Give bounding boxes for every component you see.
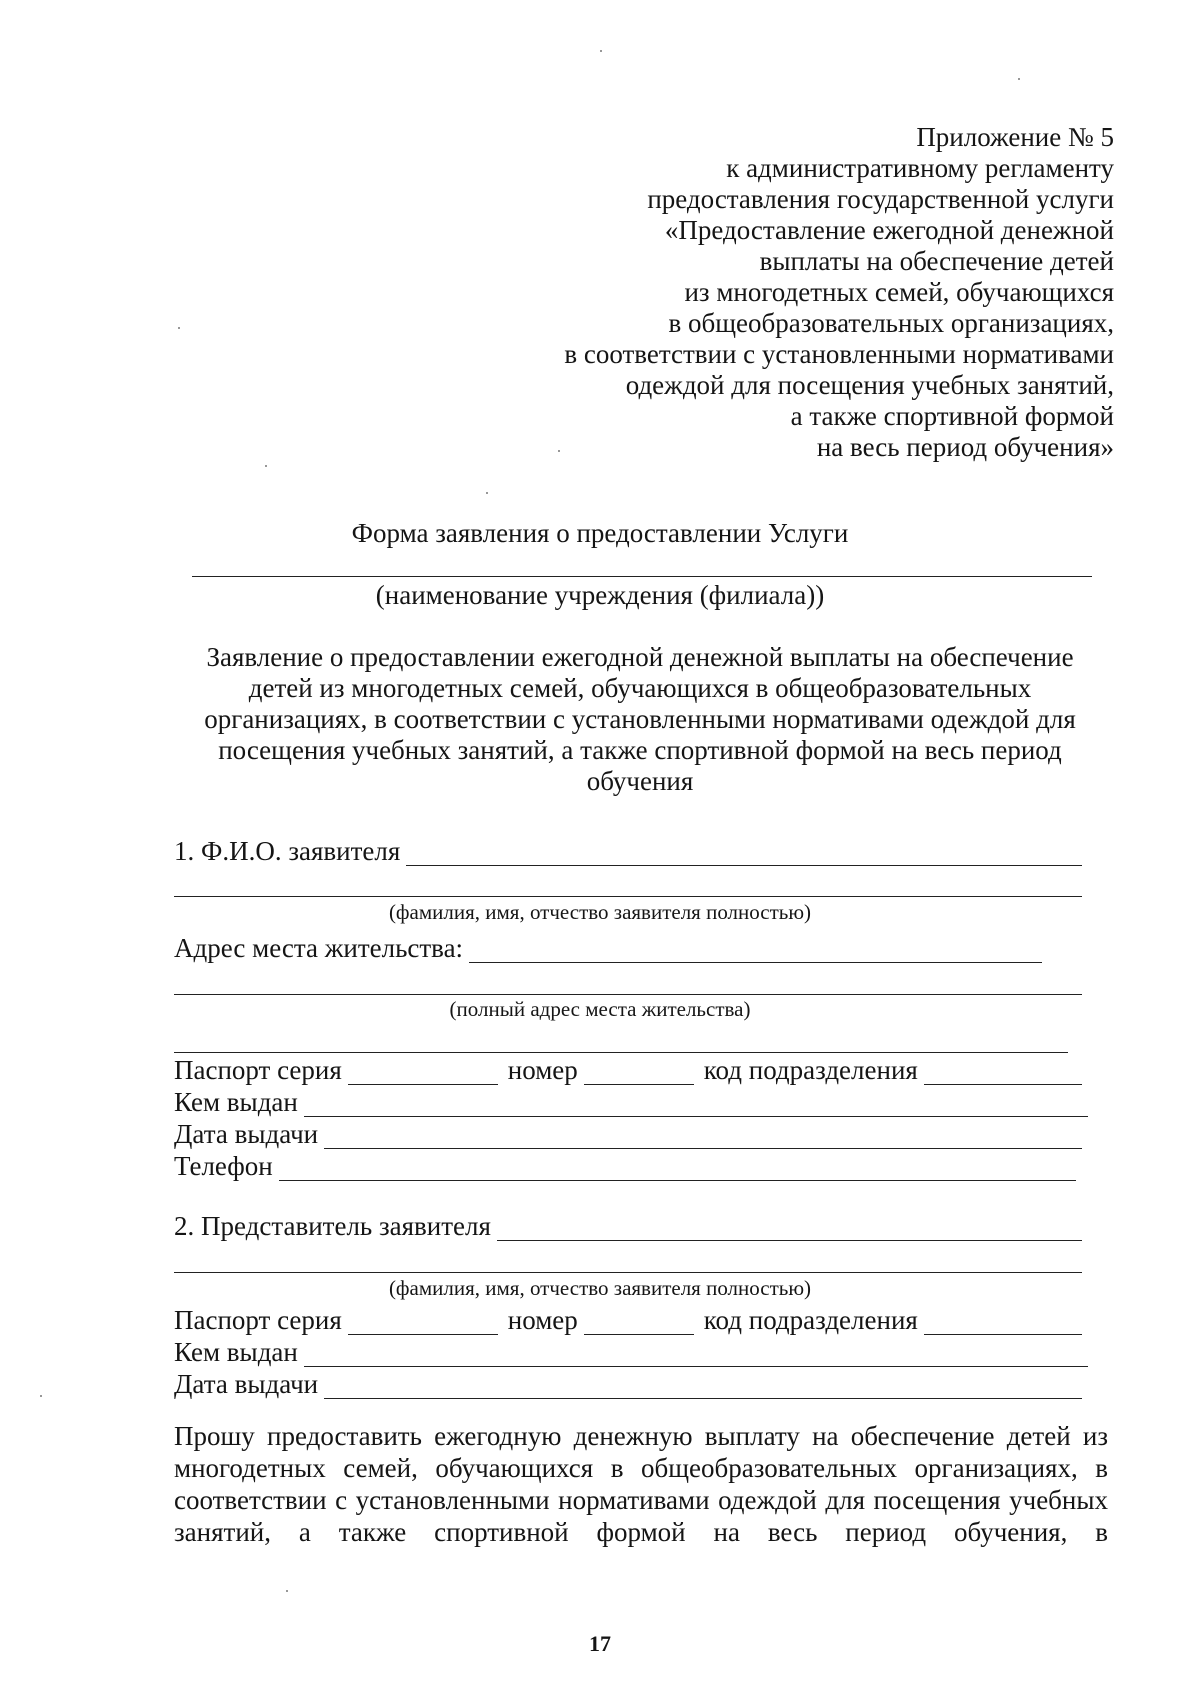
applicant-fio-field-line-2[interactable]: [174, 896, 1082, 897]
statement-title-line: Заявление о предоставлении ежегодной денежной выплаты на обеспечение: [206, 642, 1074, 672]
representative-label: 2. Представитель заявителя: [174, 1211, 491, 1241]
applicant-fio-field[interactable]: [406, 841, 1082, 866]
representative-passport-number-field[interactable]: [584, 1310, 694, 1335]
applicant-passport-series-field[interactable]: [348, 1060, 498, 1085]
applicant-passport-series-label: Паспорт серия: [174, 1055, 342, 1085]
representative-division-code-label: код подразделения: [703, 1305, 918, 1335]
representative-fio-field-line-2[interactable]: [174, 1272, 1082, 1273]
appendix-line: в общеобразовательных организациях,: [668, 308, 1114, 338]
applicant-phone-field[interactable]: [279, 1156, 1076, 1181]
institution-caption: (наименование учреждения (филиала)): [375, 580, 825, 610]
applicant-address-caption: (полный адрес места жительства): [449, 997, 751, 1021]
applicant-issue-date-row: [174, 1119, 1082, 1149]
applicant-issued-by-row: [174, 1087, 1088, 1117]
scan-speck: [286, 1590, 288, 1592]
appendix-line: а также спортивной формой: [790, 401, 1114, 431]
statement-title-line: детей из многодетных семей, обучающихся в общеобразовательных: [248, 673, 1032, 703]
representative-caption: (фамилия, имя, отчество заявителя полностью): [388, 1276, 812, 1300]
representative-issue-date-label: Дата выдачи: [174, 1369, 319, 1399]
applicant-passport-number-label: номер: [507, 1055, 578, 1085]
representative-issued-by-row: [174, 1337, 1088, 1367]
applicant-issued-by-label: Кем выдан: [174, 1087, 298, 1117]
appendix-line: в соответствии с установленными нормативами: [564, 339, 1114, 369]
representative-fio-field[interactable]: [497, 1216, 1082, 1241]
applicant-division-code-field[interactable]: [924, 1060, 1082, 1085]
scan-speck: [558, 450, 560, 452]
appendix-line: на весь период обучения»: [816, 432, 1114, 462]
appendix-line: выплаты на обеспечение детей: [759, 246, 1114, 276]
scan-speck: [178, 327, 180, 329]
applicant-phone-row: [174, 1151, 1076, 1181]
form-title: Форма заявления о предоставлении Услуги: [351, 518, 849, 548]
applicant-fio-label: 1. Ф.И.О. заявителя: [174, 836, 401, 866]
representative-issued-by-label: Кем выдан: [174, 1337, 298, 1367]
representative-passport-number-label: номер: [507, 1305, 578, 1335]
applicant-address-field[interactable]: [469, 938, 1042, 963]
representative-passport-series-field[interactable]: [348, 1310, 498, 1335]
appendix-header: [474, 122, 1114, 463]
applicant-passport-row: [174, 1055, 1082, 1085]
page-number: 17: [589, 1631, 611, 1656]
statement-title-line: организациях, в соответствии с установленными нормативами одеждой для: [204, 704, 1076, 734]
statement-title: [170, 642, 1110, 797]
statement-title-line: посещения учебных занятий, а также спортивной формой на весь период: [218, 735, 1062, 765]
applicant-fio-row: [174, 836, 1082, 866]
scan-speck: [40, 1395, 42, 1397]
representative-passport-row: [174, 1305, 1082, 1335]
applicant-phone-label: Телефон: [174, 1151, 273, 1181]
appendix-line: «Предоставление ежегодной денежной: [664, 215, 1114, 245]
representative-division-code-field[interactable]: [924, 1310, 1082, 1335]
representative-row: [174, 1211, 1082, 1241]
applicant-address-field-line-3[interactable]: [174, 1052, 1068, 1053]
applicant-fio-caption: (фамилия, имя, отчество заявителя полностью): [388, 900, 812, 924]
applicant-address-row: [174, 933, 1082, 963]
request-paragraph: Прошу предоставить ежегодную денежную выплату на обеспечение детей из многодетных семей, обучающихся в общеобразовательных организациях, в соответствии с установленными нормативами одеждой для посещения учебных занятий, а также спортивной формой на весь период обучения, в: [174, 1421, 1108, 1547]
appendix-line: одеждой для посещения учебных занятий,: [625, 370, 1114, 400]
appendix-line: к административному регламенту: [726, 153, 1114, 183]
scan-speck: [600, 50, 602, 52]
applicant-address-field-line-2[interactable]: [174, 994, 1082, 995]
appendix-line: Приложение № 5: [916, 122, 1114, 152]
applicant-issued-by-field[interactable]: [304, 1092, 1088, 1117]
institution-name-line[interactable]: [192, 576, 1092, 577]
representative-issue-date-row: [174, 1369, 1082, 1399]
representative-passport-series-label: Паспорт серия: [174, 1305, 342, 1335]
applicant-address-label: Адрес места жительства:: [174, 933, 464, 963]
scan-speck: [486, 492, 488, 494]
applicant-passport-number-field[interactable]: [584, 1060, 694, 1085]
appendix-line: предоставления государственной услуги: [647, 184, 1114, 214]
scan-speck: [1018, 78, 1020, 80]
applicant-issue-date-field[interactable]: [324, 1124, 1082, 1149]
representative-issue-date-field[interactable]: [324, 1374, 1082, 1399]
representative-issued-by-field[interactable]: [304, 1342, 1088, 1367]
applicant-division-code-label: код подразделения: [703, 1055, 918, 1085]
applicant-issue-date-label: Дата выдачи: [174, 1119, 319, 1149]
scan-speck: [265, 465, 267, 467]
statement-title-line: обучения: [586, 766, 694, 796]
appendix-line: из многодетных семей, обучающихся: [684, 277, 1114, 307]
